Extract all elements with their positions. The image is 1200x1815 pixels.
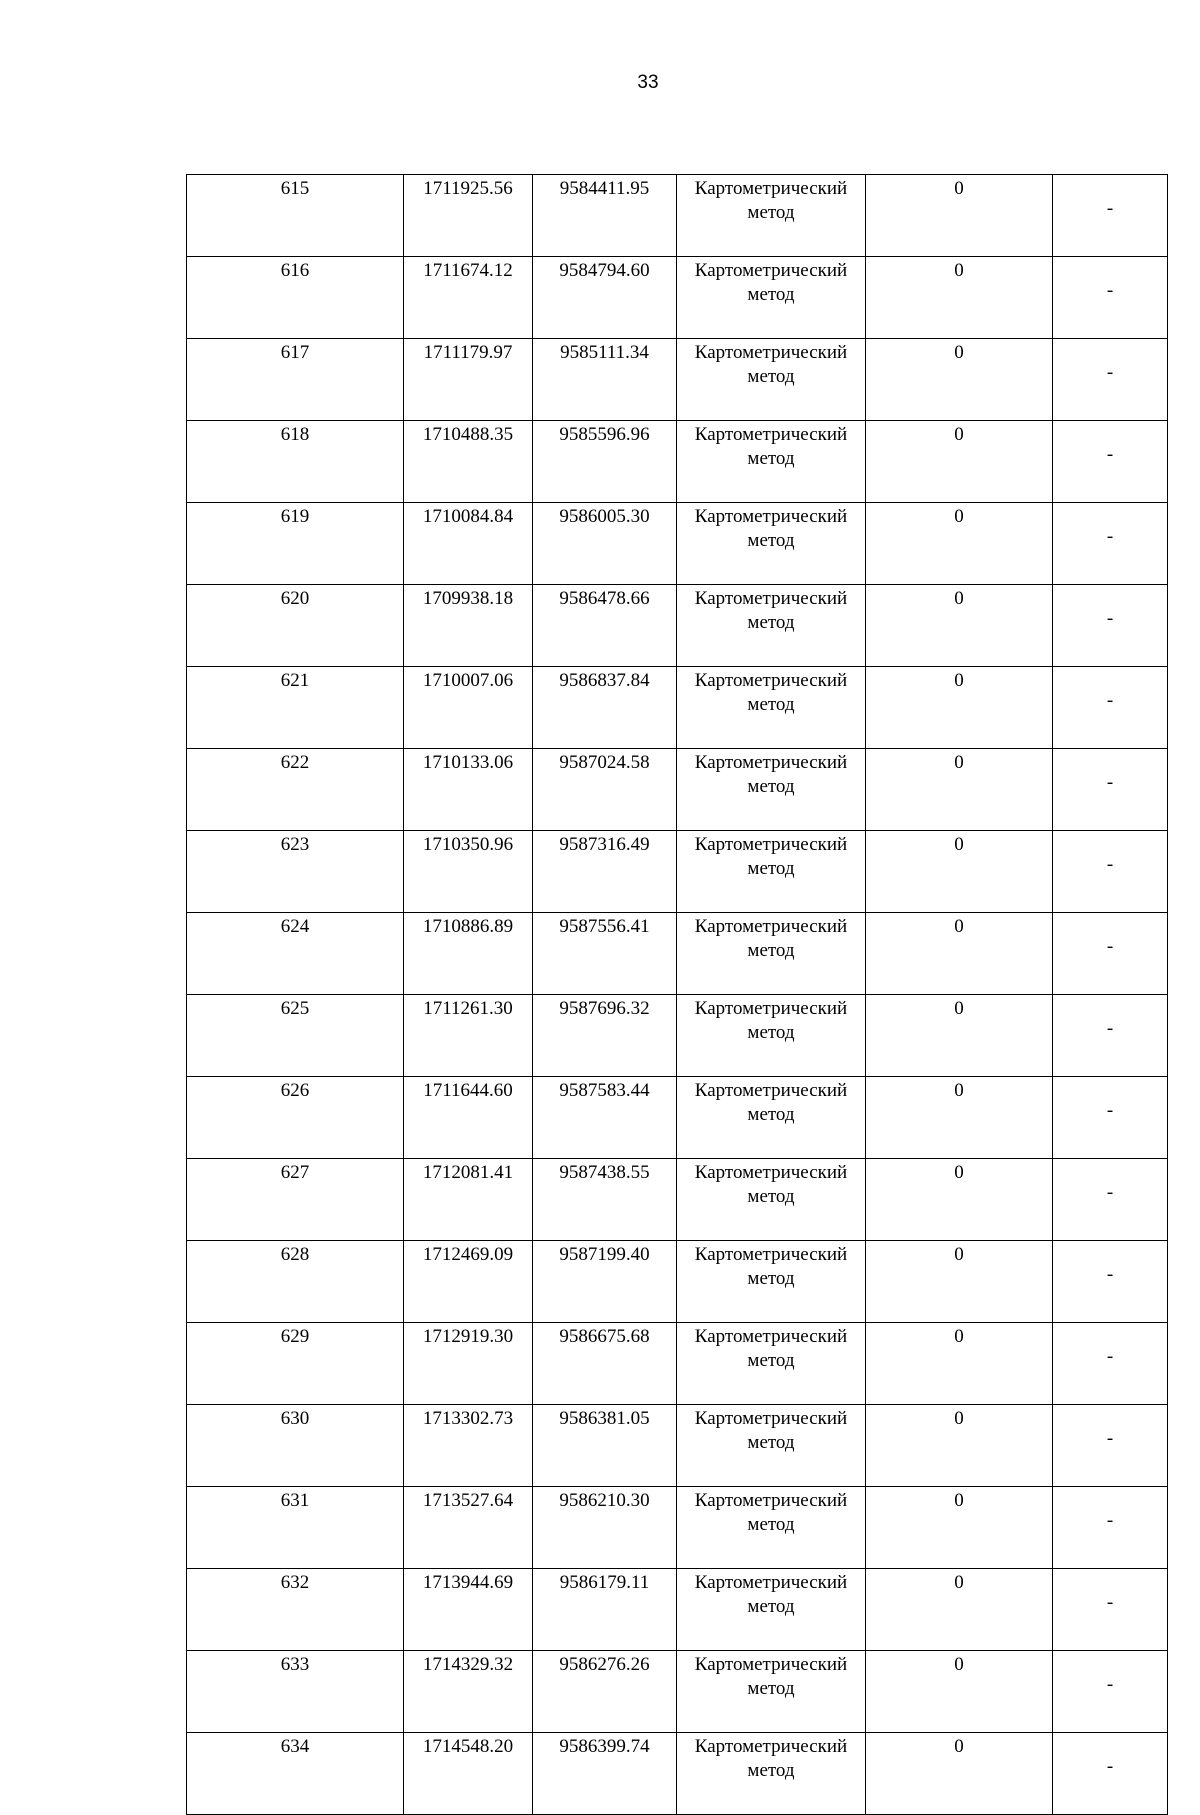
table-row xyxy=(187,1733,1168,1815)
method-cell: Картометрический метод xyxy=(677,421,866,503)
point-number-cell: 634 xyxy=(187,1733,404,1815)
x-coordinate-cell: 1713944.69 xyxy=(404,1569,533,1651)
x-coordinate-cell: 1710007.06 xyxy=(404,667,533,749)
point-number-cell: 617 xyxy=(187,339,404,421)
table-row xyxy=(187,257,1168,339)
error-cell: 0 xyxy=(866,995,1053,1077)
note-cell: - xyxy=(1053,1241,1168,1323)
table-row xyxy=(187,1241,1168,1323)
note-cell: - xyxy=(1053,831,1168,913)
y-coordinate-cell: 9585111.34 xyxy=(533,339,677,421)
note-cell: - xyxy=(1053,1405,1168,1487)
method-cell: Картометрический метод xyxy=(677,1569,866,1651)
table-row xyxy=(187,1323,1168,1405)
y-coordinate-cell: 9587199.40 xyxy=(533,1241,677,1323)
table-row xyxy=(187,1405,1168,1487)
error-cell: 0 xyxy=(866,1323,1053,1405)
note-cell: - xyxy=(1053,421,1168,503)
note-cell: - xyxy=(1053,749,1168,831)
note-cell: - xyxy=(1053,1323,1168,1405)
note-cell: - xyxy=(1053,1651,1168,1733)
point-number-cell: 618 xyxy=(187,421,404,503)
method-cell: Картометрический метод xyxy=(677,913,866,995)
method-cell: Картометрический метод xyxy=(677,1159,866,1241)
y-coordinate-cell: 9587024.58 xyxy=(533,749,677,831)
method-cell: Картометрический метод xyxy=(677,995,866,1077)
table-row xyxy=(187,1651,1168,1733)
x-coordinate-cell: 1710084.84 xyxy=(404,503,533,585)
x-coordinate-cell: 1709938.18 xyxy=(404,585,533,667)
point-number-cell: 622 xyxy=(187,749,404,831)
x-coordinate-cell: 1711674.12 xyxy=(404,257,533,339)
table-row xyxy=(187,995,1168,1077)
point-number-cell: 616 xyxy=(187,257,404,339)
error-cell: 0 xyxy=(866,1651,1053,1733)
error-cell: 0 xyxy=(866,831,1053,913)
table-row xyxy=(187,1569,1168,1651)
x-coordinate-cell: 1712081.41 xyxy=(404,1159,533,1241)
point-number-cell: 619 xyxy=(187,503,404,585)
page-number: 33 xyxy=(637,72,659,93)
y-coordinate-cell: 9586675.68 xyxy=(533,1323,677,1405)
error-cell: 0 xyxy=(866,503,1053,585)
x-coordinate-cell: 1711179.97 xyxy=(404,339,533,421)
method-cell: Картометрический метод xyxy=(677,503,866,585)
y-coordinate-cell: 9586478.66 xyxy=(533,585,677,667)
table-row xyxy=(187,1487,1168,1569)
x-coordinate-cell: 1714548.20 xyxy=(404,1733,533,1815)
note-cell: - xyxy=(1053,503,1168,585)
table-row xyxy=(187,175,1168,257)
y-coordinate-cell: 9587316.49 xyxy=(533,831,677,913)
error-cell: 0 xyxy=(866,1241,1053,1323)
y-coordinate-cell: 9584794.60 xyxy=(533,257,677,339)
point-number-cell: 628 xyxy=(187,1241,404,1323)
x-coordinate-cell: 1714329.32 xyxy=(404,1651,533,1733)
method-cell: Картометрический метод xyxy=(677,1241,866,1323)
point-number-cell: 633 xyxy=(187,1651,404,1733)
table-row xyxy=(187,503,1168,585)
y-coordinate-cell: 9587438.55 xyxy=(533,1159,677,1241)
y-coordinate-cell: 9586210.30 xyxy=(533,1487,677,1569)
point-number-cell: 630 xyxy=(187,1405,404,1487)
coordinates-table xyxy=(186,174,1168,1815)
table-row xyxy=(187,1159,1168,1241)
x-coordinate-cell: 1711644.60 xyxy=(404,1077,533,1159)
note-cell: - xyxy=(1053,995,1168,1077)
y-coordinate-cell: 9587696.32 xyxy=(533,995,677,1077)
point-number-cell: 626 xyxy=(187,1077,404,1159)
table-row xyxy=(187,913,1168,995)
error-cell: 0 xyxy=(866,257,1053,339)
note-cell: - xyxy=(1053,1159,1168,1241)
method-cell: Картометрический метод xyxy=(677,667,866,749)
error-cell: 0 xyxy=(866,1487,1053,1569)
error-cell: 0 xyxy=(866,1077,1053,1159)
y-coordinate-cell: 9585596.96 xyxy=(533,421,677,503)
method-cell: Картометрический метод xyxy=(677,1487,866,1569)
method-cell: Картометрический метод xyxy=(677,1651,866,1733)
x-coordinate-cell: 1713302.73 xyxy=(404,1405,533,1487)
method-cell: Картометрический метод xyxy=(677,749,866,831)
method-cell: Картометрический метод xyxy=(677,175,866,257)
point-number-cell: 631 xyxy=(187,1487,404,1569)
table-row xyxy=(187,421,1168,503)
error-cell: 0 xyxy=(866,585,1053,667)
method-cell: Картометрический метод xyxy=(677,257,866,339)
x-coordinate-cell: 1710350.96 xyxy=(404,831,533,913)
table-row xyxy=(187,667,1168,749)
note-cell: - xyxy=(1053,339,1168,421)
y-coordinate-cell: 9587583.44 xyxy=(533,1077,677,1159)
y-coordinate-cell: 9586005.30 xyxy=(533,503,677,585)
method-cell: Картометрический метод xyxy=(677,585,866,667)
table-row xyxy=(187,831,1168,913)
y-coordinate-cell: 9586399.74 xyxy=(533,1733,677,1815)
point-number-cell: 621 xyxy=(187,667,404,749)
note-cell: - xyxy=(1053,257,1168,339)
error-cell: 0 xyxy=(866,339,1053,421)
note-cell: - xyxy=(1053,667,1168,749)
method-cell: Картометрический метод xyxy=(677,1405,866,1487)
y-coordinate-cell: 9586276.26 xyxy=(533,1651,677,1733)
point-number-cell: 615 xyxy=(187,175,404,257)
x-coordinate-cell: 1710133.06 xyxy=(404,749,533,831)
error-cell: 0 xyxy=(866,175,1053,257)
error-cell: 0 xyxy=(866,913,1053,995)
y-coordinate-cell: 9584411.95 xyxy=(533,175,677,257)
method-cell: Картометрический метод xyxy=(677,1077,866,1159)
x-coordinate-cell: 1710886.89 xyxy=(404,913,533,995)
y-coordinate-cell: 9586179.11 xyxy=(533,1569,677,1651)
method-cell: Картометрический метод xyxy=(677,1733,866,1815)
note-cell: - xyxy=(1053,585,1168,667)
error-cell: 0 xyxy=(866,1405,1053,1487)
note-cell: - xyxy=(1053,1569,1168,1651)
x-coordinate-cell: 1710488.35 xyxy=(404,421,533,503)
note-cell: - xyxy=(1053,1487,1168,1569)
error-cell: 0 xyxy=(866,1159,1053,1241)
x-coordinate-cell: 1711925.56 xyxy=(404,175,533,257)
table-row xyxy=(187,585,1168,667)
error-cell: 0 xyxy=(866,667,1053,749)
point-number-cell: 623 xyxy=(187,831,404,913)
x-coordinate-cell: 1711261.30 xyxy=(404,995,533,1077)
point-number-cell: 629 xyxy=(187,1323,404,1405)
point-number-cell: 620 xyxy=(187,585,404,667)
point-number-cell: 627 xyxy=(187,1159,404,1241)
error-cell: 0 xyxy=(866,1733,1053,1815)
error-cell: 0 xyxy=(866,1569,1053,1651)
note-cell: - xyxy=(1053,913,1168,995)
y-coordinate-cell: 9586837.84 xyxy=(533,667,677,749)
method-cell: Картометрический метод xyxy=(677,831,866,913)
method-cell: Картометрический метод xyxy=(677,339,866,421)
table-row xyxy=(187,749,1168,831)
table-row xyxy=(187,339,1168,421)
error-cell: 0 xyxy=(866,749,1053,831)
table-row xyxy=(187,1077,1168,1159)
note-cell: - xyxy=(1053,1077,1168,1159)
x-coordinate-cell: 1712469.09 xyxy=(404,1241,533,1323)
error-cell: 0 xyxy=(866,421,1053,503)
point-number-cell: 632 xyxy=(187,1569,404,1651)
method-cell: Картометрический метод xyxy=(677,1323,866,1405)
note-cell: - xyxy=(1053,1733,1168,1815)
note-cell: - xyxy=(1053,175,1168,257)
y-coordinate-cell: 9587556.41 xyxy=(533,913,677,995)
point-number-cell: 624 xyxy=(187,913,404,995)
point-number-cell: 625 xyxy=(187,995,404,1077)
y-coordinate-cell: 9586381.05 xyxy=(533,1405,677,1487)
x-coordinate-cell: 1712919.30 xyxy=(404,1323,533,1405)
x-coordinate-cell: 1713527.64 xyxy=(404,1487,533,1569)
